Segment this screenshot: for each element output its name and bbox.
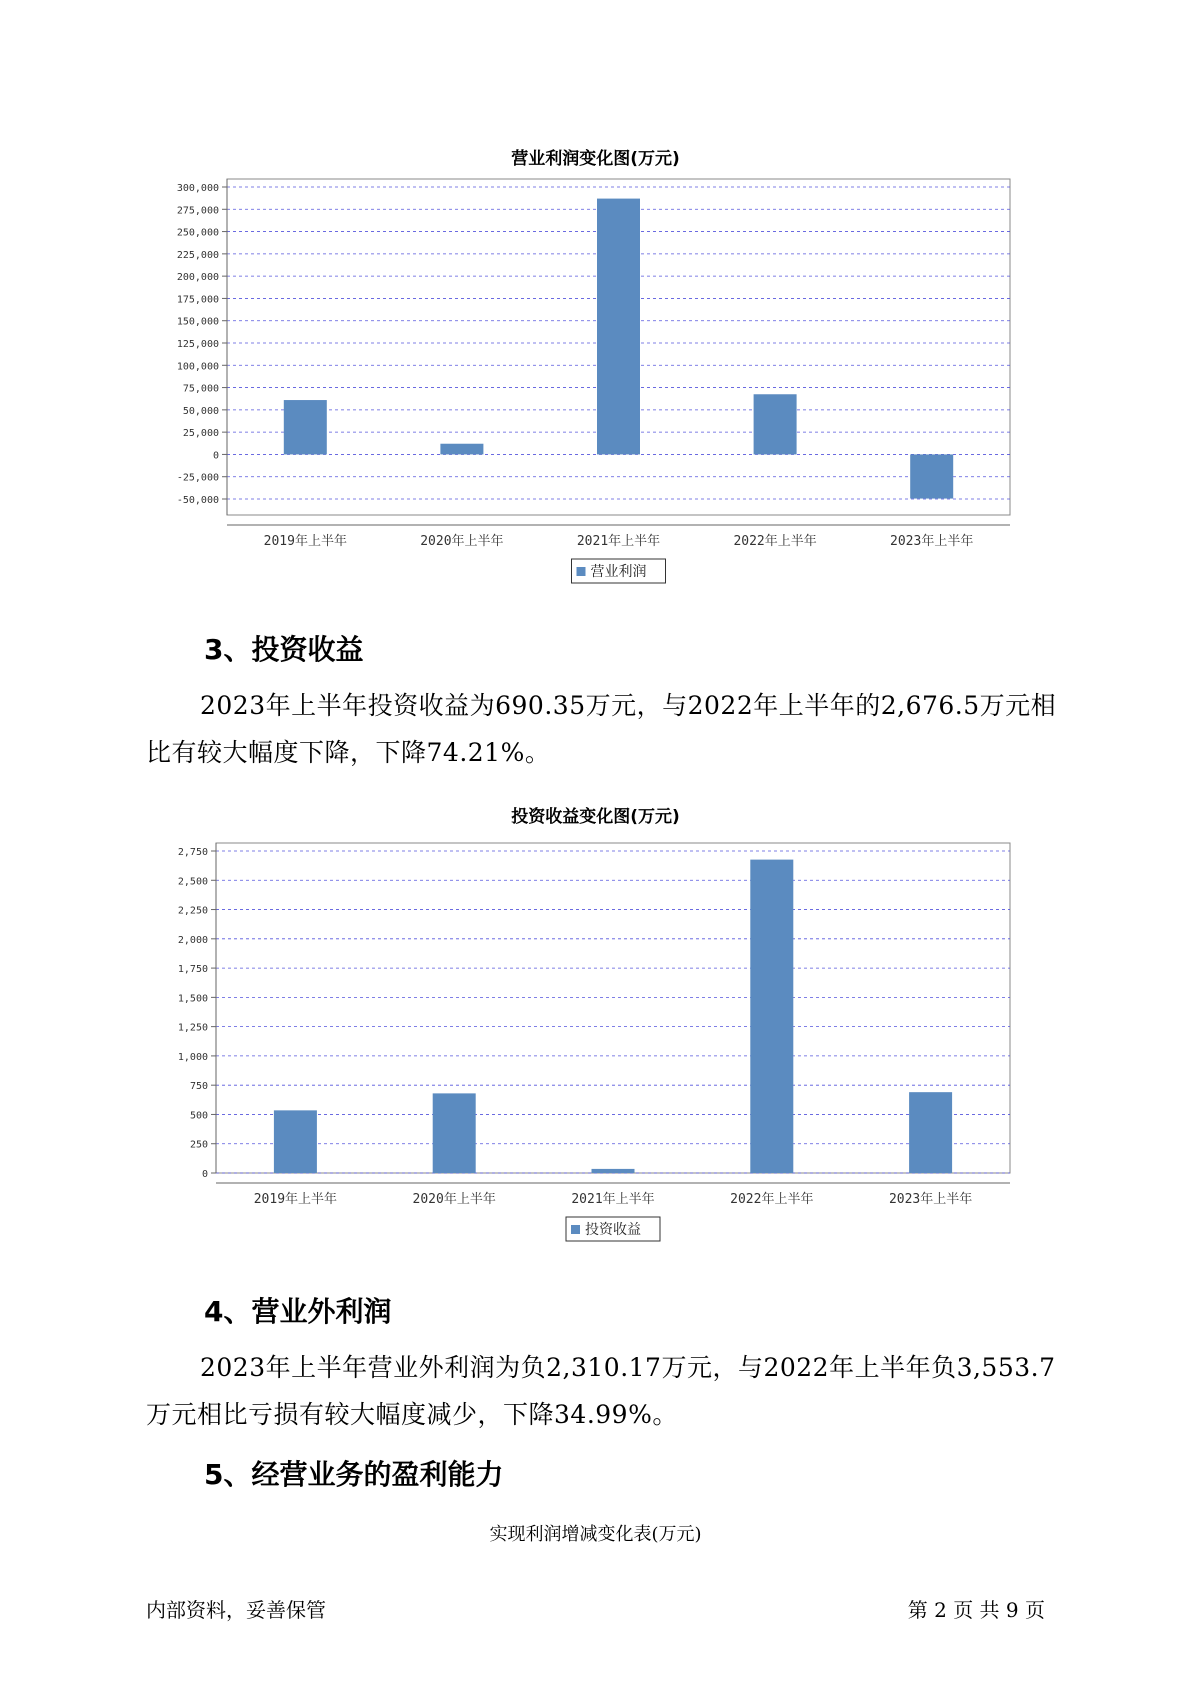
x-tick-label: 2020年上半年 <box>412 1192 496 1207</box>
plot-frame <box>216 843 1010 1173</box>
y-tick-label: 300,000 <box>176 183 219 194</box>
y-tick-label: 2,250 <box>177 905 208 917</box>
section-4-heading: 4、营业外利润 <box>204 1295 392 1328</box>
y-tick-label: 150,000 <box>176 316 219 328</box>
x-tick-label: 2023年上半年 <box>888 1192 973 1207</box>
x-tick-label: 2021年上半年 <box>571 1192 655 1207</box>
y-tick-label: 250,000 <box>176 227 219 239</box>
bar <box>750 860 793 1173</box>
y-tick-label: 1,250 <box>177 1022 208 1034</box>
x-tick-label: 2022年上半年 <box>733 534 817 549</box>
y-tick-label: 1,750 <box>177 964 208 976</box>
y-tick-label: 500 <box>189 1110 208 1122</box>
y-tick-label: 125,000 <box>176 339 219 350</box>
legend-swatch <box>571 1225 580 1234</box>
x-tick-label: 2022年上半年 <box>730 1192 814 1207</box>
y-tick-label: 100,000 <box>176 361 219 373</box>
footer-confidential: 内部资料，妥善保管 <box>146 1598 326 1622</box>
y-tick-label: 2,000 <box>177 934 208 946</box>
y-tick-label: 200,000 <box>176 272 219 284</box>
x-tick-label: 2021年上半年 <box>576 534 661 549</box>
y-tick-label: -25,000 <box>176 472 219 484</box>
bar <box>909 1092 952 1173</box>
footer-page-number: 第 2 页 共 9 页 <box>907 1598 1045 1622</box>
bar <box>433 1093 476 1173</box>
chart2-title: 投资收益变化图(万元) <box>511 807 680 827</box>
y-tick-label: 25,000 <box>182 428 219 440</box>
y-tick-label: 0 <box>201 1169 208 1180</box>
y-tick-label: 250 <box>189 1139 208 1151</box>
y-tick-label: 175,000 <box>176 294 219 306</box>
bar <box>274 1110 317 1173</box>
x-tick-label: 2020年上半年 <box>420 534 504 549</box>
x-tick-label: 2023年上半年 <box>890 534 974 549</box>
y-tick-label: 225,000 <box>176 249 219 261</box>
chart1-title: 营业利润变化图(万元) <box>511 149 680 169</box>
y-tick-label: -50,000 <box>176 495 219 506</box>
y-tick-label: 1,000 <box>177 1051 208 1063</box>
legend-label: 营业利润 <box>590 564 647 580</box>
y-tick-label: 1,500 <box>177 993 208 1005</box>
y-tick-label: 275,000 <box>176 205 219 217</box>
section-5-heading: 5、经营业务的盈利能力 <box>204 1458 504 1491</box>
legend-label: 投资收益 <box>585 1222 641 1238</box>
y-tick-label: 2,750 <box>177 847 208 858</box>
y-tick-label: 75,000 <box>182 383 219 395</box>
section-3-paragraph: 2023年上半年投资收益为690.35万元，与2022年上半年的2,676.5万元相比有较大幅度下降，下降74.21%。 <box>146 691 1057 767</box>
x-tick-label: 2019年上半年 <box>263 534 347 549</box>
x-tick-label: 2019年上半年 <box>253 1192 338 1207</box>
y-tick-label: 0 <box>212 450 219 462</box>
y-tick-label: 750 <box>189 1081 208 1093</box>
section-4-paragraph: 2023年上半年营业外利润为负2,310.17万元，与2022年上半年负3,553.7万元相比亏损有较大幅度减少，下降34.99%。 <box>146 1353 1056 1429</box>
bar <box>592 1169 635 1173</box>
section-3-heading: 3、投资收益 <box>204 633 364 666</box>
table-caption: 实现利润增减变化表(万元) <box>489 1524 702 1545</box>
y-tick-label: 2,500 <box>177 876 208 888</box>
y-tick-label: 50,000 <box>182 405 219 417</box>
